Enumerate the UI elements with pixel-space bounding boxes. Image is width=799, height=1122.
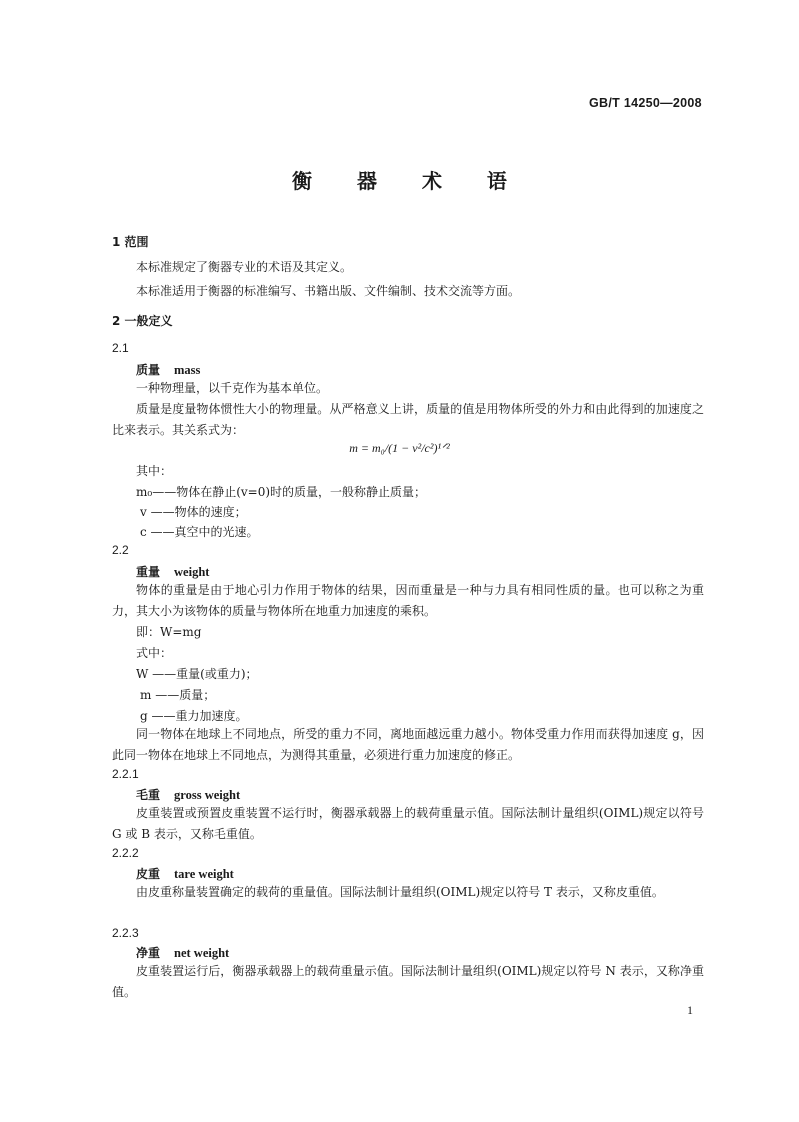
- clause-2-2-term: [136, 563, 209, 580]
- clause-2-2-2-para: 由皮重称量装置确定的载荷的重量值。国际法制计量组织(OIML)规定以符号 T 表示，又称皮重值。: [136, 885, 664, 899]
- clause-2-2-1-number: 2.2.1: [112, 767, 139, 781]
- clause-2-2-1-term: [136, 786, 240, 803]
- definition-m0: m₀——物体在静止(v=0)时的质量，一般称静止质量；: [136, 485, 427, 499]
- clause-2-1-number: 2.1: [112, 341, 129, 355]
- clause-2-1-where: 其中：: [136, 464, 173, 478]
- definition-g: g ——重力加速度。: [140, 709, 248, 723]
- definition-m: m ——质量；: [140, 688, 216, 702]
- section-2-heading-text: 2 一般定义: [112, 314, 173, 328]
- clause-2-2-para-1: 物体的重量是由于地心引力作用于物体的结果，因而重量是一种与力具有相同性质的量。也可以称之为重力，其大小为该物体的质量与物体所在地重力加速度的乘积。: [112, 583, 704, 618]
- term-zh: 毛重: [136, 788, 161, 802]
- term-zh: 皮重: [136, 867, 161, 881]
- clause-2-2-2-term: [136, 865, 234, 882]
- clause-2-2-1-para: 皮重装置或预置皮重装置不运行时，衡器承载器上的载荷重量示值。国际法制计量组织(OIML)规定以符号 G 或 B 表示，又称毛重值。: [112, 806, 704, 841]
- document-title: 衡 器 术 语: [292, 169, 526, 193]
- section-1-heading-text: 1 范围: [112, 235, 149, 249]
- clause-2-1-term: [136, 361, 200, 378]
- clause-2-1-para-1: 一种物理量，以千克作为基本单位。: [136, 381, 329, 395]
- mass-formula: m = m₀/(1 − v²/c²)¹ᐟ²: [349, 441, 450, 455]
- term-en: gross weight: [174, 788, 241, 802]
- term-zh: 重量: [136, 565, 161, 579]
- term-zh: 净重: [136, 946, 161, 960]
- definition-v: v ——物体的速度；: [140, 505, 247, 519]
- term-en: net weight: [174, 946, 230, 960]
- page-number: 1: [687, 1003, 693, 1017]
- section-2-heading: [112, 312, 173, 329]
- clause-2-2-where: 式中：: [136, 646, 173, 660]
- weight-equation: 即：W=mg: [136, 625, 202, 639]
- term-zh: 质量: [136, 363, 161, 377]
- clause-2-2-para-2: 同一物体在地球上不同地点，所受的重力不同，离地面越远重力越小。物体受重力作用而获得加速度 g，因此同一物体在地球上不同地点，为测得其重量，必须进行重力加速度的修正。: [112, 727, 704, 762]
- section-1-heading: [112, 233, 149, 250]
- clause-2-1-para-2: 质量是度量物体惯性大小的物理量。从严格意义上讲，质量的值是用物体所受的外力和由此得到的加速度之比来表示。其关系式为：: [112, 402, 704, 437]
- definition-w: W ——重量(或重力)；: [136, 667, 258, 681]
- term-en: weight: [174, 565, 210, 579]
- clause-2-2-3-para: 皮重装置运行后，衡器承载器上的载荷重量示值。国际法制计量组织(OIML)规定以符号 N 表示，又称净重值。: [112, 964, 704, 999]
- clause-2-2-2-number: 2.2.2: [112, 846, 139, 860]
- term-en: mass: [174, 363, 201, 377]
- clause-2-2-3-term: [136, 944, 229, 961]
- section-1-para-1: 本标准规定了衡器专业的术语及其定义。: [136, 260, 353, 274]
- clause-2-2-number: 2.2: [112, 543, 129, 557]
- section-1-para-2: 本标准适用于衡器的标准编写、书籍出版、文件编制、技术交流等方面。: [136, 284, 521, 298]
- standard-code: GB/T 14250—2008: [589, 96, 702, 110]
- term-en: tare weight: [174, 867, 234, 881]
- clause-2-2-3-number: 2.2.3: [112, 926, 139, 940]
- definition-c: c ——真空中的光速。: [140, 525, 259, 539]
